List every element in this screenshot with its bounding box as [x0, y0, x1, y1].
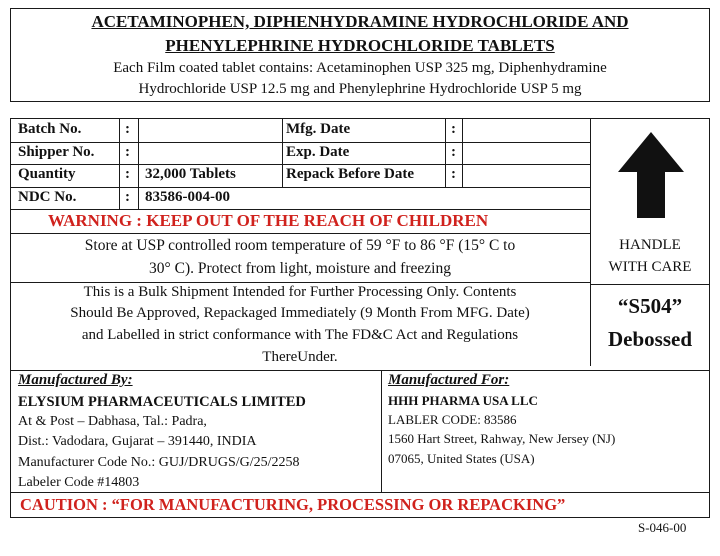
client-address-line1: 1560 Hart Street, Rahway, New Jersey (NJ)	[388, 431, 616, 446]
col-divider	[445, 118, 446, 187]
composition-line1: Each Film coated tablet contains: Acetaminophen USP 325 mg, Diphenhydramine	[113, 60, 607, 76]
repack-colon: :	[451, 166, 456, 182]
warning-divider	[10, 233, 590, 234]
bulk-shipment-line4: ThereUnder.	[262, 349, 338, 365]
col-divider	[138, 118, 139, 209]
col-divider	[282, 118, 283, 187]
shipper-no-label: Shipper No.	[18, 144, 95, 160]
mfg-date-label: Mfg. Date	[286, 121, 351, 137]
client-company: HHH PHARMA USA LLC	[388, 393, 538, 408]
field-row-divider	[10, 164, 590, 165]
manufactured-for-heading: Manufactured For:	[388, 372, 510, 388]
quantity-value: 32,000 Tablets	[145, 166, 236, 182]
caution-divider	[10, 492, 710, 493]
bulk-shipment-line1: This is a Bulk Shipment Intended for Further Processing Only. Contents	[83, 284, 517, 300]
manufacturer-address-line2: Dist.: Vadodara, Gujarat – 391440, INDIA	[18, 434, 257, 449]
bulk-shipment-line2: Should Be Approved, Repackaged Immediately (9 Month From MFG. Date)	[70, 305, 530, 321]
field-row-divider	[10, 142, 590, 143]
batch-no-label: Batch No.	[18, 121, 82, 137]
storage-line2: 30° C). Protect from light, moisture and freezing	[149, 260, 451, 277]
debossed-label: Debossed	[607, 327, 692, 351]
field-row-divider	[10, 209, 590, 210]
handle-with-care-line1: HANDLE	[619, 237, 681, 253]
mfg-date-colon: :	[451, 121, 456, 137]
ndc-no-label: NDC No.	[18, 189, 77, 205]
exp-date-label: Exp. Date	[286, 144, 350, 160]
manufacturer-labeler-code: Labeler Code #14803	[18, 475, 140, 490]
storage-divider	[10, 282, 590, 283]
manufacturer-company: ELYSIUM PHARMACEUTICALS LIMITED	[18, 394, 306, 410]
bulk-shipment-line3: and Labelled in strict conformance with The FD&C Act and Regulations	[81, 327, 519, 343]
manufactured-by-heading: Manufactured By:	[18, 372, 133, 388]
manufacturer-address-line1: At & Post – Dabhasa, Tal.: Padra,	[18, 414, 207, 429]
field-row-divider	[10, 187, 590, 188]
batch-colon: :	[125, 121, 130, 137]
ndc-colon: :	[125, 189, 130, 205]
product-title-line1: ACETAMINOPHEN, DIPHENHYDRAMINE HYDROCHLORIDE AND	[91, 12, 629, 31]
col-divider	[119, 118, 120, 209]
col-divider	[462, 118, 463, 187]
quantity-colon: :	[125, 166, 130, 182]
repack-before-date-label: Repack Before Date	[286, 166, 415, 182]
manufacturer-divider	[10, 370, 710, 371]
warning-text: WARNING : KEEP OUT OF THE REACH OF CHILDREN	[48, 211, 489, 230]
ndc-value: 83586-004-00	[145, 189, 230, 205]
manufacturer-col-divider	[381, 370, 382, 492]
exp-date-colon: :	[451, 144, 456, 160]
manufacturer-code: Manufacturer Code No.: GUJ/DRUGS/G/25/2258	[18, 455, 300, 470]
client-address-line2: 07065, United States (USA)	[388, 451, 535, 466]
caution-text: CAUTION : “FOR MANUFACTURING, PROCESSING OR REPACKING”	[20, 495, 566, 514]
product-title-line2: PHENYLEPHRINE HYDROCHLORIDE TABLETS	[165, 36, 555, 55]
handle-with-care-line2: WITH CARE	[608, 259, 692, 275]
deboss-code: “S504”	[617, 294, 683, 318]
up-arrow-icon	[616, 130, 686, 220]
document-code: S-046-00	[638, 520, 687, 535]
handle-divider	[590, 284, 710, 285]
shipper-colon: :	[125, 144, 130, 160]
composition-line2: Hydrochloride USP 12.5 mg and Phenylephrine Hydrochloride USP 5 mg	[138, 81, 582, 97]
quantity-label: Quantity	[18, 166, 76, 182]
client-labler-code: LABLER CODE: 83586	[388, 412, 517, 427]
storage-line1: Store at USP controlled room temperature of 59 °F to 86 °F (15° C to	[84, 237, 516, 254]
